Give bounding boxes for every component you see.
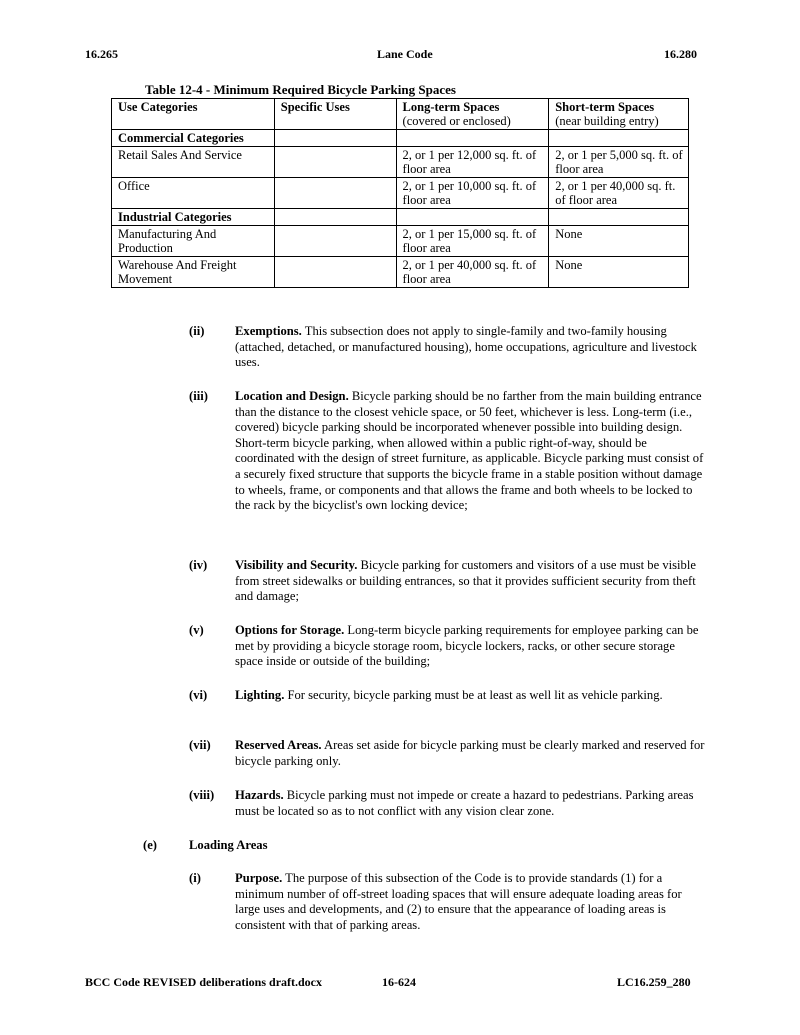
paragraph-body <box>235 871 705 933</box>
table-cell: None <box>549 257 689 288</box>
paragraph-number: (iv) <box>189 558 208 572</box>
table-row <box>112 147 689 178</box>
paragraph-title: Purpose. <box>235 871 283 885</box>
table-header-row <box>112 99 689 130</box>
paragraph-text: For security, bicycle parking must be at least as well lit as vehicle parking. <box>287 688 663 702</box>
section-number: (e) <box>143 838 157 852</box>
paragraph-body <box>235 788 705 819</box>
column-header: Specific Uses <box>274 99 396 130</box>
table-cell: 2, or 1 per 15,000 sq. ft. of floor area <box>396 226 549 257</box>
column-header: Use Categories <box>112 99 275 130</box>
column-header: Long-term Spaces (covered or enclosed) <box>396 99 549 130</box>
table-row <box>112 257 689 288</box>
paragraph-title: Reserved Areas. <box>235 738 322 752</box>
table-cell: 2, or 1 per 40,000 sq. ft. of floor area <box>396 257 549 288</box>
paragraph-number: (viii) <box>189 788 215 802</box>
paragraph-number: (v) <box>189 623 204 637</box>
paragraph-body <box>235 558 705 605</box>
table-cell: 2, or 1 per 5,000 sq. ft. of floor area <box>549 147 689 178</box>
paragraph-body <box>235 324 705 371</box>
paragraph-text: Bicycle parking for customers and visitors of a use must be visible from street sidewalks or building entrances, so that it provides sufficient security from theft and damage; <box>235 558 696 604</box>
paragraph-title: Visibility and Security. <box>235 558 358 572</box>
paragraph-text: Bicycle parking should be no farther from the main building entrance than the distance to the closest vehicle space, or 50 feet, whichever is less. Long-term (i.e., covered) bicycle parking should be incorporated whenever possible into building design. Short-term bicycle parking, when allowed within a public right-of-way, should be coordinated with the design of street furniture, as applicable. Bicycle parking must consist of a securely fixed structure that supports the bicycle frame in a stable position without damage to wheels, frame, or components and that allows the frame and both wheels to be locked to the rack by the bicyclist's own locking device; <box>235 389 704 513</box>
table-cell <box>396 209 549 226</box>
header-title: Lane Code <box>377 47 433 61</box>
paragraph-number: (vi) <box>189 688 208 702</box>
paragraph-body <box>235 688 705 704</box>
table-cell: Retail Sales And Service <box>112 147 275 178</box>
paragraph-title: Lighting. <box>235 688 285 702</box>
paragraph-text: Bicycle parking must not impede or create a hazard to pedestrians. Parking areas must be located so as to not conflict with any vision clear zone. <box>235 788 694 818</box>
section-title: Loading Areas <box>189 838 268 852</box>
table-cell: 2, or 1 per 10,000 sq. ft. of floor area <box>396 178 549 209</box>
table-cell: Office <box>112 178 275 209</box>
table-cell <box>274 209 396 226</box>
table-cell <box>549 209 689 226</box>
footer-document-id: LC16.259_280 <box>617 975 691 989</box>
footer-page-number: 16-624 <box>382 975 416 989</box>
category-cell: Commercial Categories <box>112 130 275 147</box>
paragraph-body <box>235 623 705 670</box>
table-cell <box>274 147 396 178</box>
table-cell: 2, or 1 per 40,000 sq. ft. of floor area <box>549 178 689 209</box>
table-caption: Table 12-4 - Minimum Required Bicycle Parking Spaces <box>145 82 456 97</box>
table-cell <box>549 130 689 147</box>
table-cell <box>274 178 396 209</box>
table-category-row <box>112 209 689 226</box>
paragraph-text: This subsection does not apply to single-family and two-family housing (attached, detached, or manufactured housing), home occupations, agriculture and livestock uses. <box>235 324 697 370</box>
paragraph-body <box>235 389 705 514</box>
table-cell <box>396 130 549 147</box>
table-category-row <box>112 130 689 147</box>
column-subheader: (near building entry) <box>555 114 659 128</box>
table-cell <box>274 226 396 257</box>
table-cell: None <box>549 226 689 257</box>
paragraph-number: (i) <box>189 871 201 885</box>
paragraph-text: Areas set aside for bicycle parking must be clearly marked and reserved for bicycle parking only. <box>235 738 705 768</box>
table-row <box>112 178 689 209</box>
paragraph-text: The purpose of this subsection of the Code is to provide standards (1) for a minimum number of off-street loading spaces that will ensure adequate loading areas for large uses and developments, and (2) to ensure that the appearance of loading areas is consistent with that of parking areas. <box>235 871 682 932</box>
category-cell: Industrial Categories <box>112 209 275 226</box>
table-cell: 2, or 1 per 12,000 sq. ft. of floor area <box>396 147 549 178</box>
header-section-right: 16.280 <box>664 47 697 61</box>
table-cell: Manufacturing And Production <box>112 226 275 257</box>
bicycle-parking-table <box>111 98 689 288</box>
paragraph-body <box>235 738 705 769</box>
table-row <box>112 226 689 257</box>
table-cell <box>274 130 396 147</box>
footer-filename: BCC Code REVISED deliberations draft.docx <box>85 975 323 989</box>
paragraph-text: Long-term bicycle parking requirements for employee parking can be met by providing a bicycle storage room, bicycle lockers, racks, or other secure storage space inside or outside of the building; <box>235 623 699 669</box>
paragraph-title: Exemptions. <box>235 324 302 338</box>
header-section-left: 16.265 <box>85 47 118 61</box>
paragraph-title: Hazards. <box>235 788 284 802</box>
column-header: Short-term Spaces (near building entry) <box>549 99 689 130</box>
column-subheader: (covered or enclosed) <box>402 114 511 128</box>
paragraph-title: Location and Design. <box>235 389 349 403</box>
table-cell: Warehouse And Freight Movement <box>112 257 275 288</box>
paragraph-number: (vii) <box>189 738 211 752</box>
paragraph-number: (iii) <box>189 389 208 403</box>
paragraph-number: (ii) <box>189 324 205 338</box>
paragraph-title: Options for Storage. <box>235 623 345 637</box>
table-cell <box>274 257 396 288</box>
